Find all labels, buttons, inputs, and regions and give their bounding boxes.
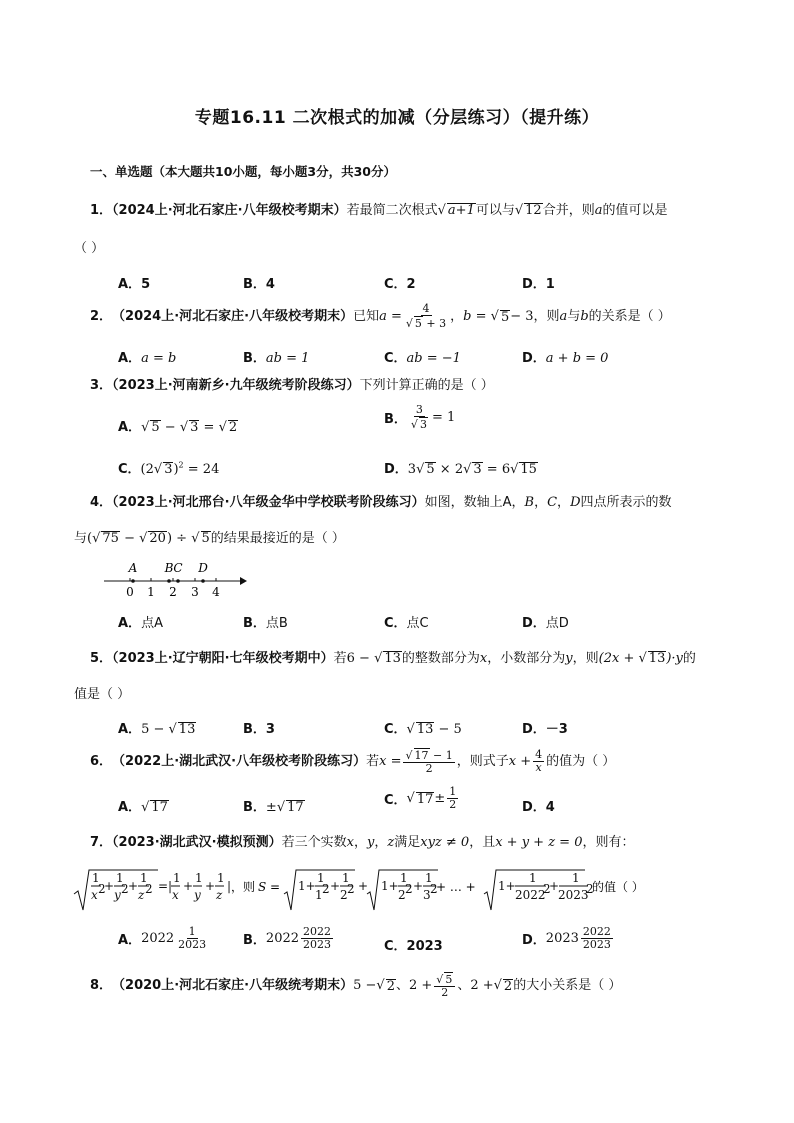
axis-point-label: A — [128, 561, 138, 575]
question-text: 若 — [333, 651, 347, 666]
math-expression: + … + — [436, 880, 476, 894]
fraction — [447, 786, 458, 811]
radicand: 5 — [151, 420, 160, 435]
question-source: （2020上·河北石家庄·八年级统考期末） — [112, 977, 354, 993]
option-value: 1 — [545, 277, 555, 292]
option-value: 5 — [141, 277, 151, 292]
math-expression: 6 − — [346, 651, 375, 666]
fraction-denominator: 2 — [441, 986, 449, 999]
question-4-line2: 与(√ 75 − √ 20) ÷ √ 5的结果最接近的是（ ） — [74, 531, 345, 546]
question-text: 的整数部分为 — [401, 651, 480, 666]
option-a[interactable] — [118, 273, 150, 292]
math-expression: − 3 — [510, 308, 534, 324]
option-a[interactable] — [118, 612, 163, 631]
option-b[interactable] — [243, 926, 335, 951]
option-label: C． — [118, 462, 141, 477]
question-text: 的关系是（ ） — [588, 308, 671, 324]
fraction-denominator: 2 — [449, 798, 457, 811]
separator: 、 — [395, 977, 409, 993]
fraction-denominator: √ 3 — [410, 418, 427, 431]
option-d[interactable] — [522, 273, 555, 292]
math-expression: ± — [265, 800, 277, 815]
math-token: y — [194, 888, 201, 902]
option-c[interactable]: C．√ 13 − 5 — [384, 722, 462, 737]
question-text: 若最简二次根式 — [346, 203, 438, 218]
fraction — [403, 748, 454, 775]
math-expression: 5 − — [141, 722, 169, 737]
exponent: 2 — [178, 460, 184, 470]
math-token: + — [330, 879, 341, 893]
option-d[interactable] — [522, 347, 608, 366]
fraction — [533, 749, 544, 774]
sqrt-sign: √ — [514, 203, 524, 218]
radicand: 15 — [520, 462, 537, 477]
math-expression: ± — [434, 791, 446, 806]
option-label: B． — [243, 351, 266, 366]
math-expression: − — [119, 531, 140, 546]
arrow-icon — [240, 577, 247, 585]
mixed-number-integer: 2022 — [141, 931, 175, 946]
question-text: 与 — [567, 308, 581, 324]
math-token: 1+ — [298, 879, 316, 893]
question-source: （2024上·河北石家庄·八年级校考期末） — [112, 203, 347, 218]
exponent: 2 — [430, 882, 438, 896]
radicand: 17 — [151, 800, 168, 815]
option-value: 点D — [545, 616, 569, 631]
fraction-numerator: 2022 — [582, 925, 611, 938]
question-text: 的大小关系是（ ） — [513, 977, 622, 993]
question-source: （2022上·湖北武汉·八年级校考阶段练习） — [112, 753, 367, 769]
exponent: 2 — [145, 882, 153, 896]
radicand: 3 — [473, 462, 482, 477]
radicand: 3 — [190, 420, 199, 435]
variable: y — [366, 835, 375, 850]
option-label: C． — [384, 277, 407, 292]
math-expression: = 1 — [431, 410, 456, 425]
fraction — [409, 404, 430, 431]
option-label: D． — [522, 722, 546, 737]
question-source: （2023上·辽宁朝阳·七年级校考期中） — [112, 651, 334, 666]
math-token: 1 — [425, 871, 433, 885]
option-label: D． — [522, 800, 546, 815]
math-expression: 2 + — [409, 977, 433, 993]
math-expression: x + — [508, 753, 532, 769]
radicand: 5 — [201, 531, 210, 546]
question-text: 合并，则 — [542, 203, 595, 218]
option-c[interactable]: C．(2√ 3)$^2$ = 24 — [118, 460, 220, 477]
variable: x — [346, 835, 354, 850]
page-title: 专题16.11 二次根式的加减（分层练习）（提升练） — [194, 108, 600, 128]
fraction — [301, 926, 333, 951]
question-text: 已知 — [353, 308, 380, 324]
option-a[interactable] — [118, 926, 210, 951]
math-token: 1+ — [498, 879, 516, 893]
option-value: 点A — [141, 616, 163, 631]
radicand: 13 — [178, 722, 196, 737]
option-c[interactable] — [384, 935, 443, 954]
fraction-numerator: 3 — [415, 403, 423, 416]
math-token: y — [114, 888, 121, 902]
option-value: a + b = 0 — [545, 351, 609, 366]
radicand: 2 — [386, 978, 395, 994]
option-label: A． — [118, 800, 142, 815]
axis-point — [131, 579, 135, 583]
radicand: 5 — [500, 309, 510, 325]
math-expression: − 5 — [434, 722, 462, 737]
option-label: C． — [384, 722, 407, 737]
question-text: 的值可以是 — [602, 203, 668, 218]
question-7: 7．（2023·湖北武汉·模拟预测）若三个实数x，y，z满足xyz ≠ 0，且x + y + z = 0，则有： — [90, 835, 635, 850]
option-label: D． — [522, 933, 546, 948]
question-8: 8． （2020上·河北石家庄·八年级统考期末） 5 − √ 2 、 2 + $\frac{√ 5}{2}$ 、 2 + √ 2 的大小关系是（ ） — [90, 973, 622, 999]
math-expression: )·y — [666, 651, 683, 666]
option-value: a = b — [141, 351, 177, 366]
math-token: =| — [158, 879, 173, 893]
math-token: | — [227, 879, 232, 893]
radicand: 2 — [503, 978, 513, 994]
math-token: 1 — [195, 871, 203, 885]
question-text: 的结果最接近的是（ ） — [210, 531, 345, 546]
radicand: 5 — [426, 462, 435, 477]
math-token: x — [172, 888, 179, 902]
question-text: ，且 — [469, 835, 496, 850]
radicand: a+1 — [447, 203, 475, 218]
fraction-denominator: x — [535, 761, 542, 774]
axis-point — [201, 579, 205, 583]
math-expression: = — [199, 420, 219, 435]
math-token: + — [358, 879, 369, 893]
question-text: 的值为（ ） — [546, 753, 616, 769]
fraction-numerator: 1 — [188, 925, 196, 938]
question-text: 如图，数轴上A， — [424, 495, 525, 510]
radicand: 13 — [384, 651, 401, 666]
math-token: + — [183, 879, 194, 893]
math-token: 1 — [217, 871, 225, 885]
exponent: 2 — [586, 882, 594, 896]
math-token: 1 — [173, 871, 181, 885]
option-d[interactable] — [522, 796, 555, 815]
radicand: 13 — [648, 651, 666, 666]
math-token: + — [549, 879, 560, 893]
math-expression: 2 + — [470, 977, 494, 993]
option-label: B． — [243, 800, 266, 815]
fraction-numerator: √ 5 — [434, 972, 455, 987]
option-c[interactable] — [384, 273, 416, 292]
question-text: ，则有： — [582, 835, 635, 850]
option-label: D． — [522, 616, 546, 631]
question-text: 与 — [74, 531, 88, 546]
variable: z — [387, 835, 395, 850]
variable: a — [559, 308, 568, 324]
radicand: 13 — [416, 722, 434, 737]
variable: b — [580, 308, 589, 324]
radicand: 17 — [287, 800, 304, 815]
question-text: 若 — [366, 753, 380, 769]
axis-point — [167, 579, 171, 583]
question-source: （2023上·河北邢台·八年级金华中学校联考阶段练习） — [112, 495, 425, 510]
option-c[interactable] — [384, 612, 429, 631]
math-token: 1 — [315, 888, 323, 902]
question-text: 满足 — [394, 835, 421, 850]
variable: D — [570, 495, 581, 510]
option-value: ab = −1 — [406, 351, 461, 366]
question-2: 2． （2024上·河北石家庄·八年级校考期末） 已知 a = $\frac{4}{√ 5 + 3}$ ， b = √ 5 − 3 ，则 a 与 b 的关系是（ ） — [90, 302, 671, 330]
fraction-numerator: 4 — [422, 302, 430, 315]
option-value: ab = 1 — [265, 351, 310, 366]
question-number: 2． — [90, 308, 113, 324]
option-value: 4 — [265, 277, 275, 292]
math-expression: − — [160, 420, 180, 435]
option-d[interactable] — [522, 926, 615, 951]
mixed-number-integer: 2023 — [545, 931, 579, 946]
exponent: 2 — [322, 882, 330, 896]
option-label: D． — [384, 462, 408, 477]
option-b[interactable] — [243, 718, 275, 737]
radicand: 5 — [414, 317, 422, 330]
math-expression: x = — [379, 753, 402, 769]
axis-tick-label: 2 — [169, 585, 177, 599]
math-token: 1 — [92, 871, 100, 885]
option-label: B． — [243, 616, 266, 631]
question-number: 4． — [90, 495, 113, 510]
question-text: ，则式子 — [456, 753, 509, 769]
math-expression: ) — [173, 462, 179, 477]
fraction — [581, 926, 613, 951]
question-text: 的 — [682, 651, 696, 666]
math-token: z — [138, 888, 145, 902]
option-value: 2023 — [406, 939, 443, 954]
option-label: B． — [243, 933, 266, 948]
option-a[interactable]: A．√ 5 − √ 3 = √ 2 — [118, 420, 238, 435]
exponent: 2 — [405, 882, 413, 896]
math-expression: a = — [379, 308, 402, 324]
math-token: 2 — [340, 888, 348, 902]
math-token: + — [413, 879, 424, 893]
question-text: ，小数部分为 — [487, 651, 566, 666]
math-expression: ÷ — [172, 531, 192, 546]
fraction-numerator: 4 — [535, 748, 543, 761]
question-source: （2023·湖北武汉·模拟预测） — [112, 835, 282, 850]
radicand: 2 — [228, 420, 238, 435]
math-token: x — [91, 888, 98, 902]
question-text: ，则 — [572, 651, 599, 666]
question-3 — [90, 377, 494, 395]
question-text: 若三个实数 — [281, 835, 347, 850]
option-label: A． — [118, 722, 142, 737]
math-token: 1 — [140, 871, 148, 885]
axis-point — [176, 579, 180, 583]
option-d[interactable] — [522, 612, 569, 631]
option-value: 点C — [406, 616, 429, 631]
fraction-denominator: 2 — [425, 762, 433, 775]
option-label: B． — [243, 722, 266, 737]
question-5: 5．（2023上·辽宁朝阳·七年级校考期中）若6 − √ 13的整数部分为x，小数部分为y，则(2x + √ 13)·y的 — [90, 651, 696, 666]
question-text: 可以与 — [475, 203, 515, 218]
option-d[interactable]: D．3√ 5 × 2√ 3 = 6√ 15 — [384, 462, 537, 477]
math-token: + — [205, 879, 216, 893]
fraction-denominator: 2023 — [582, 938, 611, 951]
question-number: 6． — [90, 753, 113, 769]
formula-s — [72, 866, 672, 914]
math-token: 1+ — [381, 879, 399, 893]
math-expression: = 6 — [482, 462, 511, 477]
number-line — [100, 558, 250, 600]
radicand: 20 — [149, 531, 166, 546]
option-b[interactable] — [243, 347, 309, 366]
math-token: 1 — [317, 871, 325, 885]
mixed-number-integer: 2022 — [265, 931, 300, 946]
exponent: 2 — [98, 882, 106, 896]
variable: x — [479, 651, 488, 666]
math-expression: x + y + z = 0 — [495, 835, 583, 850]
fraction-numerator: 1 — [449, 785, 457, 798]
option-value: 3 — [265, 722, 275, 737]
question-1 — [90, 202, 668, 220]
option-label: B． — [243, 277, 266, 292]
option-c[interactable] — [384, 347, 461, 366]
option-c[interactable]: C． √ 17 ± $\frac{1}{2}$ — [384, 785, 457, 811]
fraction — [404, 303, 448, 330]
exponent: 2 — [121, 882, 129, 896]
radicand: 12 — [525, 203, 542, 218]
section-heading: 一、单选题（本大题共10小题，每小题3分，共30分） — [90, 164, 396, 179]
axis-point-label: D — [198, 561, 208, 575]
radicand: 75 — [102, 531, 119, 546]
option-b[interactable] — [384, 404, 455, 431]
option-value: 4 — [545, 800, 555, 815]
question-number: 1． — [90, 203, 113, 218]
radicand: 17 — [414, 749, 429, 762]
option-a[interactable]: A．5 − √ 13 — [118, 722, 196, 737]
math-expression: 5 − — [353, 977, 377, 993]
question-6 — [90, 748, 615, 775]
fraction — [434, 972, 455, 999]
radicand: 3 — [164, 462, 173, 477]
axis-tick-label: 1 — [147, 585, 155, 599]
axis-point-label: C — [173, 561, 183, 575]
axis-tick-label: 4 — [212, 585, 220, 599]
math-expression: S = — [258, 880, 281, 894]
radicand: 5 — [445, 973, 453, 986]
math-token: 1 — [400, 871, 408, 885]
math-expression: b = — [463, 308, 487, 324]
option-value: 2 — [406, 277, 416, 292]
option-label: C． — [384, 939, 407, 954]
math-token: 2023 — [558, 888, 589, 902]
sqrt-sign: √ — [490, 308, 499, 324]
math-expression: + 3 — [422, 317, 447, 330]
option-label: D． — [522, 277, 546, 292]
option-label: A． — [118, 933, 142, 948]
question-text: 下列计算正确的是（ ） — [359, 378, 494, 393]
question-number: 5． — [90, 651, 113, 666]
option-b[interactable]: B．±√ 17 — [243, 800, 304, 815]
question-number: 7． — [90, 835, 113, 850]
fraction-numerator: √ 17 − 1 — [405, 749, 453, 762]
option-a[interactable] — [118, 347, 176, 366]
option-label: A． — [118, 351, 142, 366]
exponent: 2 — [543, 882, 551, 896]
question-text: ，则 — [231, 880, 256, 894]
math-token: 3 — [423, 888, 431, 902]
option-b[interactable] — [243, 273, 275, 292]
variable: a — [594, 203, 603, 218]
math-token: z — [216, 888, 223, 902]
math-token: 1 — [572, 871, 580, 885]
math-token: 1 — [342, 871, 350, 885]
math-token: 1 — [529, 871, 537, 885]
fraction-numerator: 2022 — [303, 925, 332, 938]
answer-blank: （ ） — [74, 241, 105, 256]
math-token: + — [128, 879, 139, 893]
option-label: A． — [118, 616, 142, 631]
math-expression: × 2 — [435, 462, 464, 477]
option-label: C． — [384, 793, 407, 808]
math-expression: = 24 — [183, 462, 220, 477]
question-4: 4．（2023上·河北邢台·八年级金华中学校联考阶段练习）如图，数轴上A，B，C，D四点所表示的数 — [90, 495, 672, 510]
math-expression: (2x + — [598, 651, 639, 666]
option-b[interactable] — [243, 612, 288, 631]
variable: y — [565, 651, 573, 666]
option-label: C． — [384, 616, 407, 631]
fraction-denominator: √ 5 + 3 — [405, 317, 447, 330]
question-source: （2023上·河南新乡·九年级统考阶段练习） — [112, 378, 360, 393]
axis-tick-label: 0 — [126, 585, 134, 599]
fraction-denominator: 2023 — [178, 938, 207, 951]
fraction-denominator: 2023 — [303, 938, 332, 951]
separator: 、 — [457, 977, 471, 993]
math-token: 2022 — [515, 888, 546, 902]
option-label: C． — [384, 351, 407, 366]
option-value: 点B — [265, 616, 288, 631]
sqrt-sign: √ — [437, 203, 446, 218]
math-expression: − 1 — [429, 749, 453, 762]
math-expression: xyz ≠ 0 — [420, 835, 470, 850]
option-a[interactable]: A．√ 17 — [118, 800, 168, 815]
math-token: 2 — [398, 888, 406, 902]
option-label: B． — [384, 412, 407, 427]
radicand: 3 — [419, 418, 427, 431]
question-number: 8． — [90, 977, 113, 993]
option-label: A． — [118, 277, 142, 292]
math-expression: 3 — [407, 462, 417, 477]
axis-tick-label: 3 — [191, 585, 199, 599]
variable: B — [524, 495, 535, 510]
question-text: 的值（ ） — [592, 880, 644, 894]
question-text: 四点所表示的数 — [580, 495, 672, 510]
math-token: + — [104, 879, 115, 893]
radicand: 17 — [416, 791, 434, 807]
option-value: －3 — [545, 722, 568, 737]
option-label: D． — [522, 351, 546, 366]
math-expression: (2 — [140, 462, 154, 477]
fraction — [176, 926, 208, 951]
option-d[interactable] — [522, 718, 568, 737]
question-text: ，则 — [533, 308, 560, 324]
option-label: A． — [118, 420, 142, 435]
question-source: （2024上·河北石家庄·八年级校考期末） — [112, 308, 354, 324]
axis-point-label: B — [164, 561, 174, 575]
question-5-line2: 值是（ ） — [74, 687, 131, 702]
math-token: 1 — [116, 871, 124, 885]
question-number: 3． — [90, 378, 113, 393]
variable: C — [547, 495, 558, 510]
exponent: 2 — [347, 882, 355, 896]
